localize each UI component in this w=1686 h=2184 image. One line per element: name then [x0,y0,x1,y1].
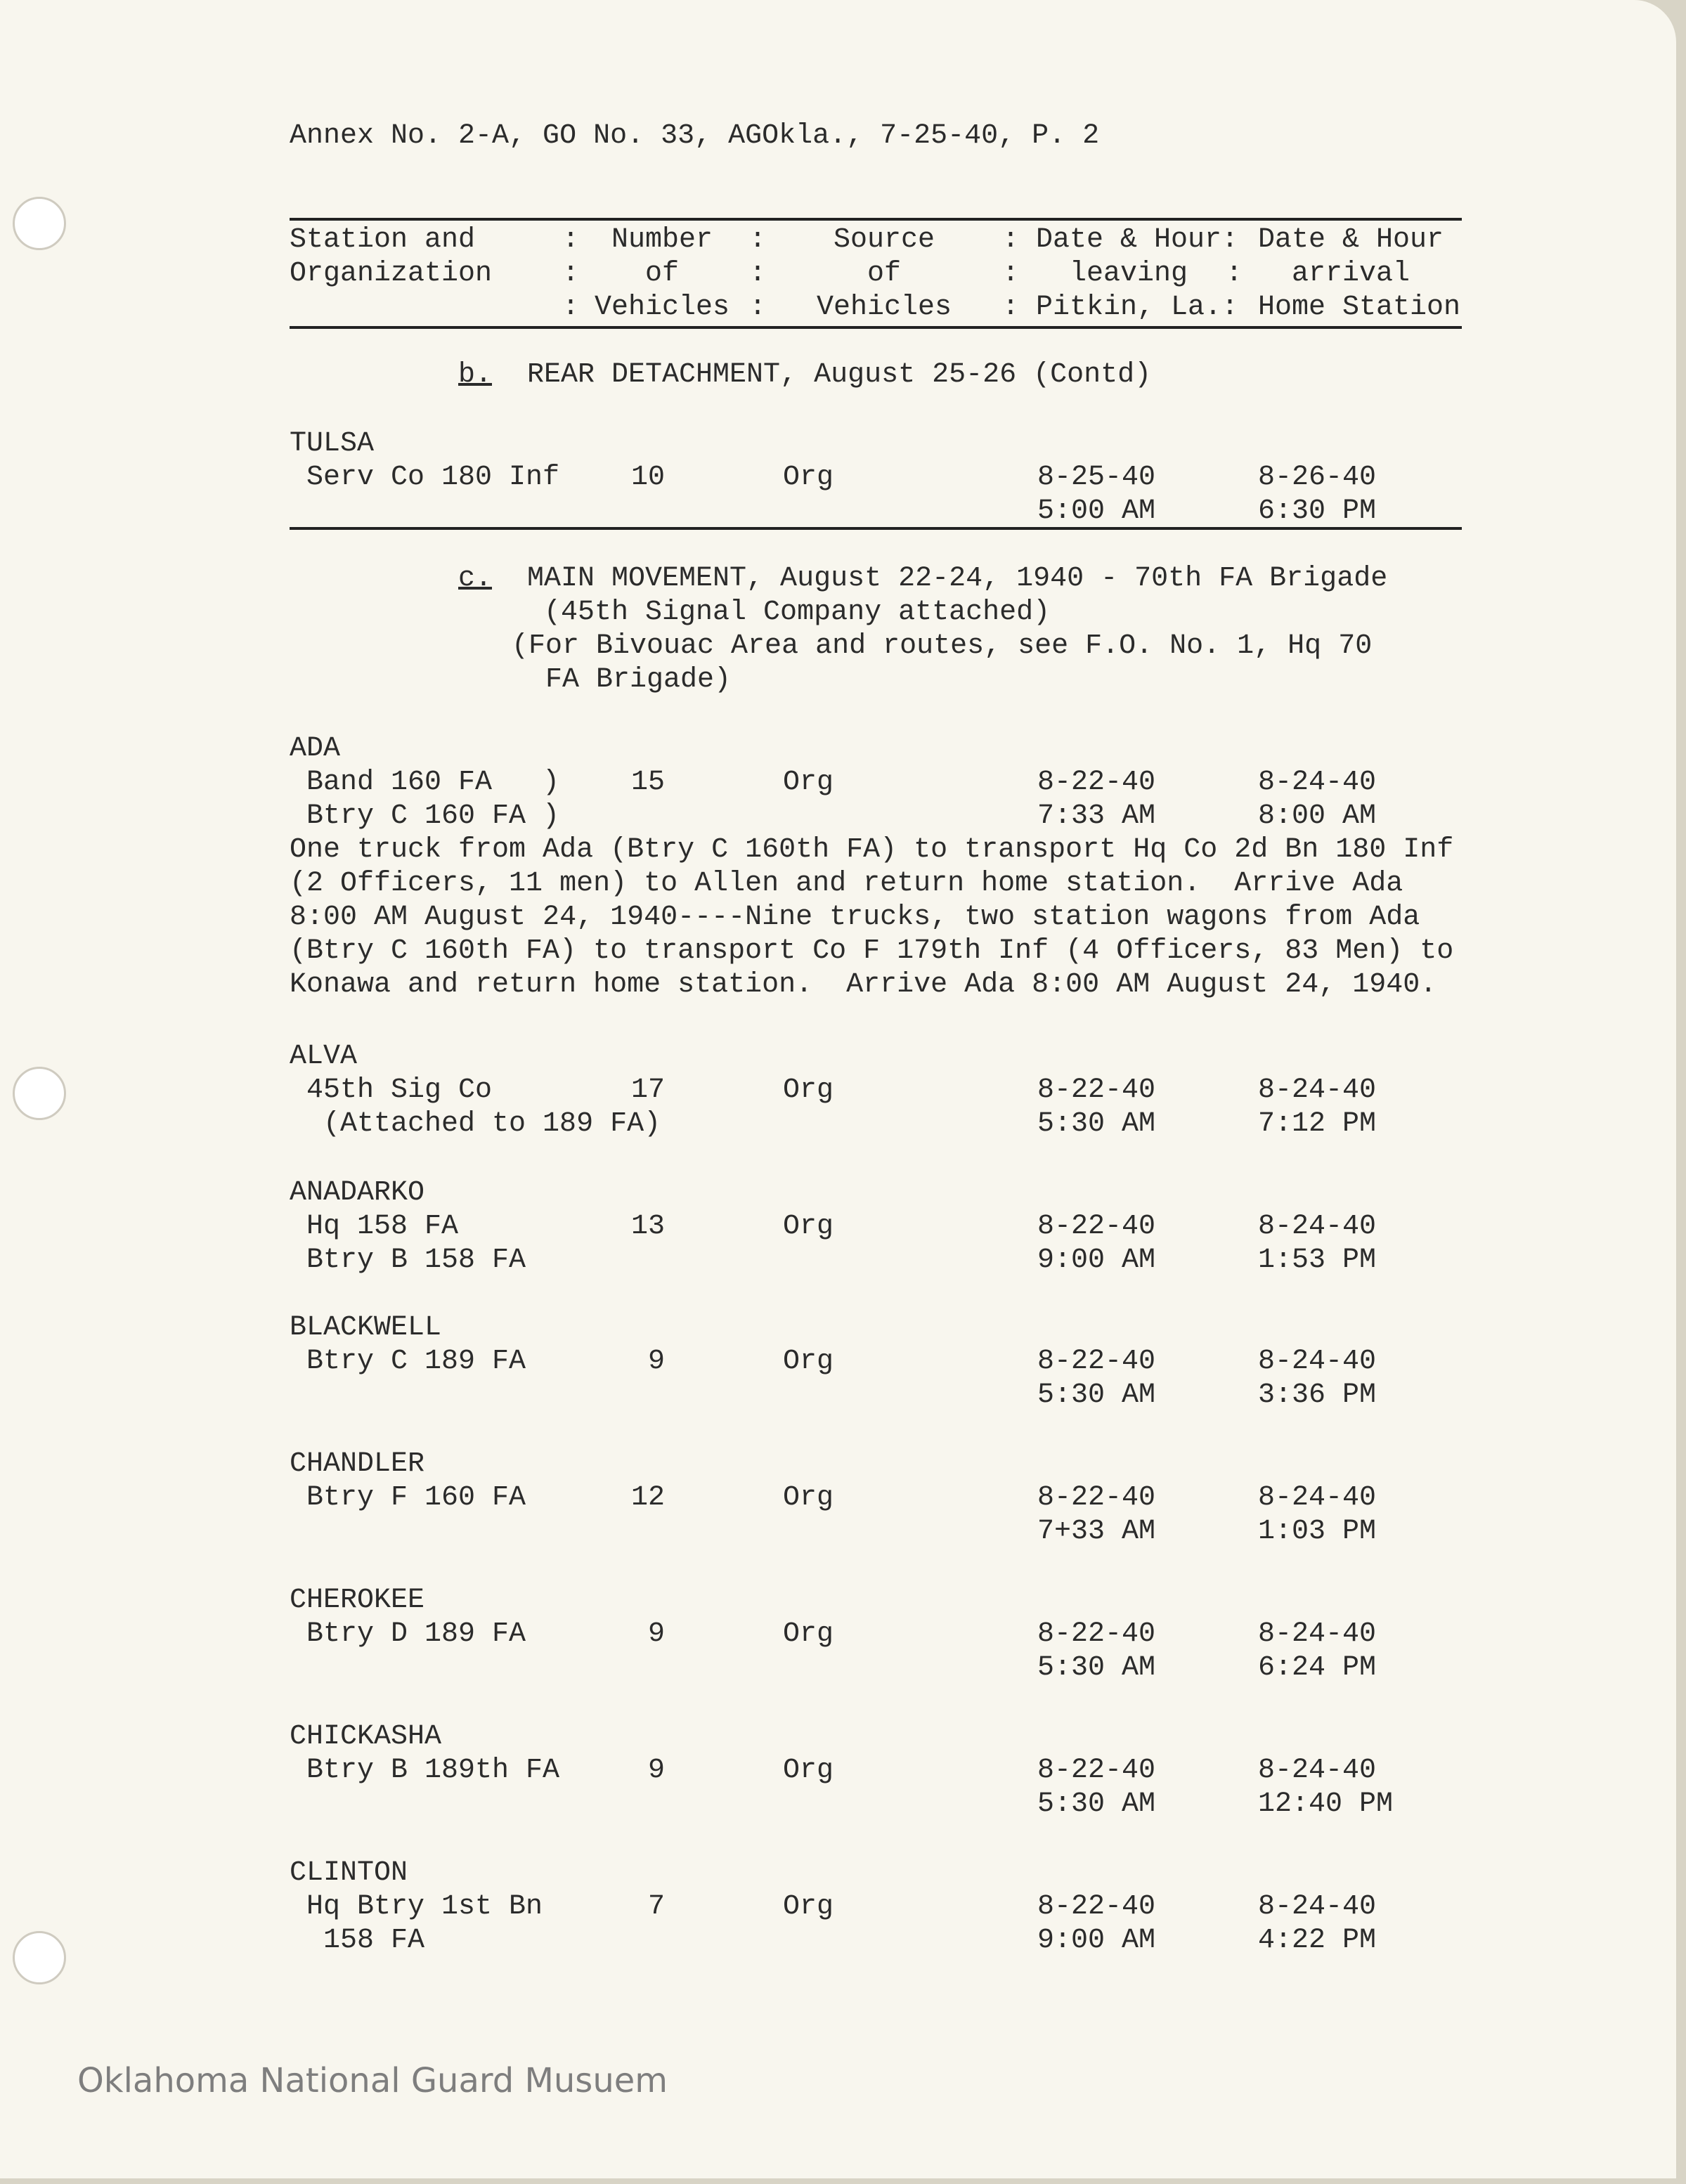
station-name: CHICKASHA [290,1721,442,1753]
arrive-date: 8-24-40 [1258,1618,1377,1650]
section-b-marker: b. [458,359,493,391]
arrive-time: 6:30 PM [1258,495,1377,527]
col-leaving-line3: Pitkin, La.: [1036,292,1239,323]
col-separator: : [1002,258,1020,290]
leave-time: 5:00 AM [1037,495,1156,527]
vehicle-count: 13 [631,1211,666,1242]
arrive-date: 8-24-40 [1258,1482,1377,1514]
vehicle-count: 12 [631,1482,666,1514]
col-vehicles-line1: Number [611,224,713,256]
arrive-date: 8-24-40 [1258,1211,1377,1242]
ada-note-line: 8:00 AM August 24, 1940----Nine trucks, two station wagons from Ada [290,902,1420,933]
leave-time: 9:00 AM [1037,1244,1156,1276]
col-arrival-line2: arrival [1292,258,1411,290]
col-leaving-line1: Date & Hour: [1036,224,1239,256]
arrive-time: 6:24 PM [1258,1652,1377,1684]
section-c-marker: c. [458,563,493,594]
document-header-line: Annex No. 2-A, GO No. 33, AGOkla., 7-25-40, P. 2 [290,120,1100,152]
vehicle-source: Org [783,462,834,493]
vehicle-source: Org [783,1755,834,1786]
organization: Serv Co 180 Inf [306,462,560,493]
col-arrival-line1: Date & Hour [1258,224,1444,256]
section-c-line: (For Bivouac Area and routes, see F.O. No. 1, Hq 70 [512,630,1373,662]
vehicle-source: Org [783,1891,834,1923]
arrive-date: 8-24-40 [1258,1074,1377,1106]
leave-time: 9:00 AM [1037,1925,1156,1956]
leave-date: 8-22-40 [1037,1211,1156,1242]
col-vehicles-line2: of [645,258,680,290]
leave-date: 8-22-40 [1037,767,1156,798]
section-c-line: (45th Signal Company attached) [527,597,1051,628]
arrive-time: 1:03 PM [1258,1516,1377,1547]
arrive-time: 7:12 PM [1258,1108,1377,1140]
organization: Btry F 160 FA [306,1482,526,1514]
vehicle-count: 15 [631,767,666,798]
leave-date: 8-22-40 [1037,1755,1156,1786]
section-divider-rule [290,527,1462,530]
arrive-date: 8-24-40 [1258,1891,1377,1923]
station-name: TULSA [290,428,375,460]
vehicle-source: Org [783,1074,834,1106]
arrive-time: 8:00 AM [1258,800,1377,832]
vehicle-count: 7 [648,1891,666,1923]
section-c-line: MAIN MOVEMENT, August 22-24, 1940 - 70th FA Brigade [527,563,1388,594]
station-name: CHEROKEE [290,1585,425,1616]
ada-note-line: (2 Officers, 11 men) to Allen and return home station. Arrive Ada [290,868,1403,899]
organization: 158 FA [306,1925,425,1956]
organization: Btry C 189 FA [306,1346,526,1377]
col-separator: : [749,292,767,323]
leave-time: 7+33 AM [1037,1516,1156,1547]
col-source-line2: of [867,258,902,290]
col-station-line1: Station and [290,224,476,256]
vehicle-source: Org [783,1211,834,1242]
ada-note-line: One truck from Ada (Btry C 160th FA) to transport Hq Co 2d Bn 180 Inf [290,834,1454,866]
organization: Hq Btry 1st Bn [306,1891,543,1923]
station-name: BLACKWELL [290,1312,442,1344]
arrive-time: 4:22 PM [1258,1925,1377,1956]
ada-note-line: Konawa and return home station. Arrive Ada 8:00 AM August 24, 1940. [290,969,1437,1001]
col-vehicles-line3: Vehicles [595,292,730,323]
col-source-line3: Vehicles [817,292,952,323]
leave-time: 5:30 AM [1037,1652,1156,1684]
vehicle-source: Org [783,1482,834,1514]
arrive-date: 8-24-40 [1258,767,1377,798]
col-separator: : [1002,292,1020,323]
header-bottom-rule [290,326,1462,329]
leave-time: 5:30 AM [1037,1108,1156,1140]
vehicle-count: 9 [648,1755,666,1786]
leave-time: 5:30 AM [1037,1788,1156,1820]
arrive-time: 3:36 PM [1258,1379,1377,1411]
col-separator: : [562,224,580,256]
vehicle-source: Org [783,767,834,798]
leave-date: 8-22-40 [1037,1482,1156,1514]
organization: Btry B 189th FA [306,1755,560,1786]
arrive-time: 12:40 PM [1258,1788,1394,1820]
station-name: CLINTON [290,1857,408,1889]
station-name: ALVA [290,1041,358,1072]
vehicle-source: Org [783,1346,834,1377]
col-separator: : [562,258,580,290]
arrive-date: 8-26-40 [1258,462,1377,493]
leave-time: 7:33 AM [1037,800,1156,832]
col-separator: : [562,292,580,323]
section-c-line: FA Brigade) [512,664,732,696]
leave-date: 8-22-40 [1037,1618,1156,1650]
col-separator: : [749,224,767,256]
header-top-rule [290,218,1462,221]
arrive-date: 8-24-40 [1258,1755,1377,1786]
leave-date: 8-22-40 [1037,1346,1156,1377]
station-name: ANADARKO [290,1177,425,1209]
organization: Hq 158 FA [306,1211,459,1242]
vehicle-count: 17 [631,1074,666,1106]
section-b-title: REAR DETACHMENT, August 25-26 (Contd) [527,359,1152,391]
organization: (Attached to 189 FA) [306,1108,661,1140]
col-separator: : [1002,224,1020,256]
organization: 45th Sig Co [306,1074,493,1106]
vehicle-count: 9 [648,1346,666,1377]
station-name: CHANDLER [290,1448,425,1480]
leave-date: 8-22-40 [1037,1074,1156,1106]
organization: Btry C 160 FA ) [306,800,560,832]
vehicle-source: Org [783,1618,834,1650]
ada-note-line: (Btry C 160th FA) to transport Co F 179th Inf (4 Officers, 83 Men) to [290,935,1454,967]
col-station-line2: Organization [290,258,493,290]
leave-time: 5:30 AM [1037,1379,1156,1411]
col-separator: : [1226,258,1243,290]
col-source-line1: Source [834,224,935,256]
vehicle-count: 9 [648,1618,666,1650]
museum-watermark: Oklahoma National Guard Musuem [77,2061,668,2100]
leave-date: 8-25-40 [1037,462,1156,493]
arrive-time: 1:53 PM [1258,1244,1377,1276]
leave-date: 8-22-40 [1037,1891,1156,1923]
col-separator: : [749,258,767,290]
arrive-date: 8-24-40 [1258,1346,1377,1377]
organization: Btry B 158 FA [306,1244,526,1276]
vehicle-count: 10 [631,462,666,493]
station-name: ADA [290,733,341,765]
col-leaving-line2: leaving [1070,258,1188,290]
organization: Band 160 FA ) [306,767,560,798]
organization: Btry D 189 FA [306,1618,526,1650]
col-arrival-line3: Home Station [1258,292,1461,323]
